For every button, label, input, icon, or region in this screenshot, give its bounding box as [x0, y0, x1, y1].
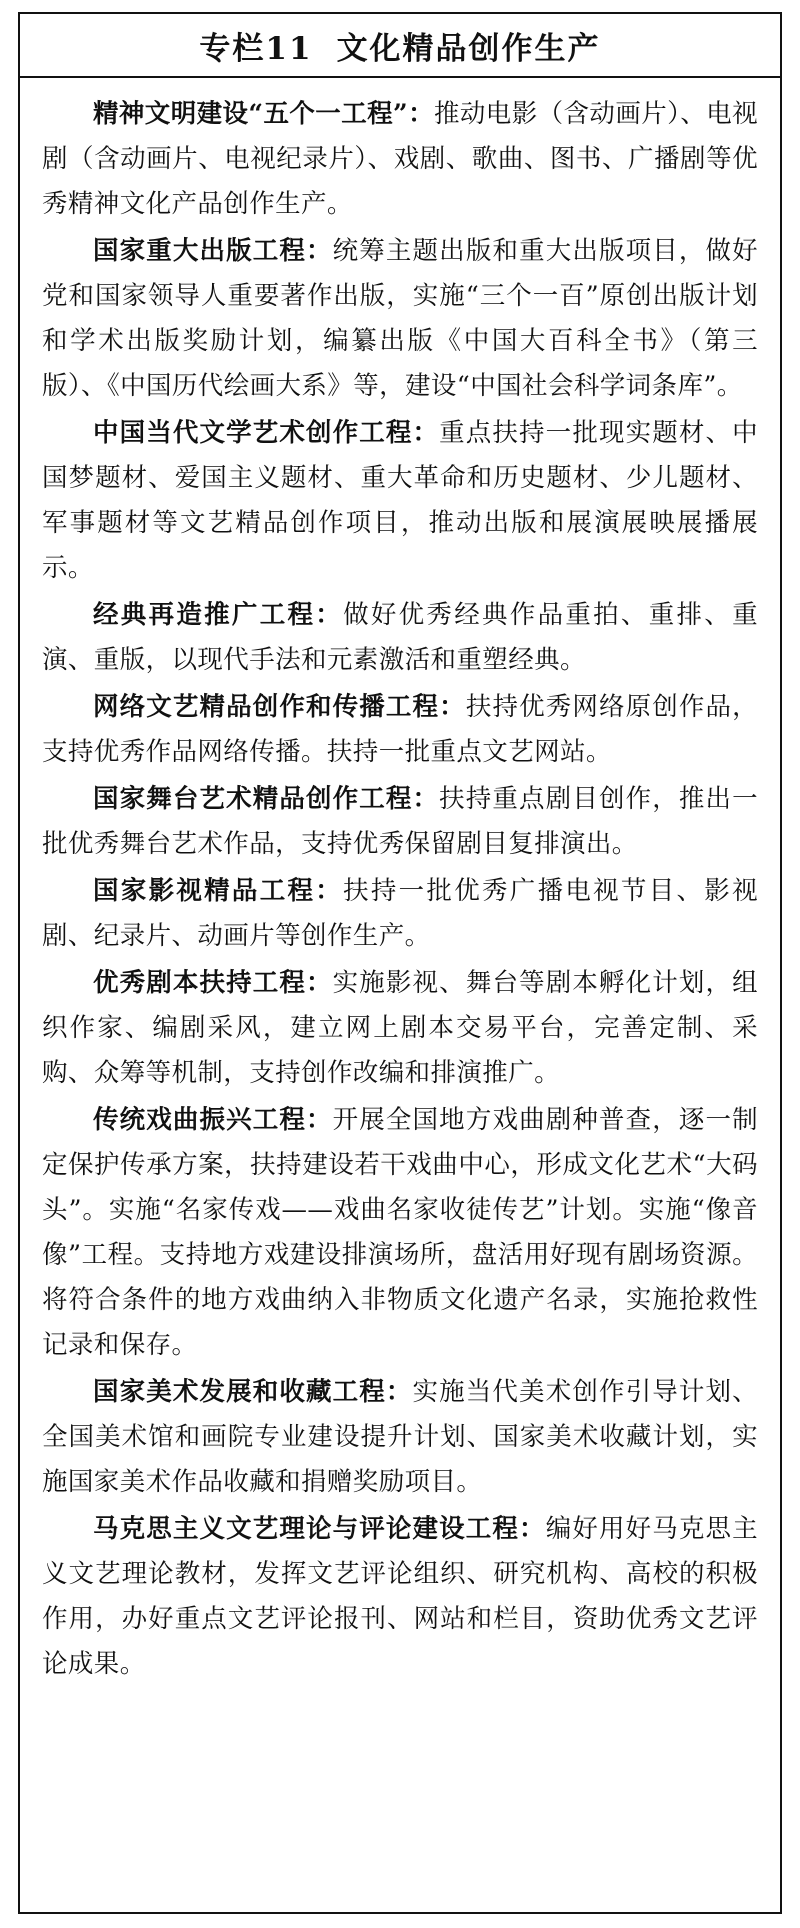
paragraph-body: 扶持重点剧目创作，推出一批优秀舞台艺术作品，支持优秀保留剧目复排演出。	[42, 784, 758, 859]
paragraph	[42, 92, 758, 227]
paragraph-lead: 马克思主义文艺理论与评论建设工程：	[93, 1514, 546, 1544]
paragraph-body: 做好优秀经典作品重拍、重排、重演、重版，以现代手法和元素激活和重塑经典。	[42, 600, 758, 675]
paragraph	[42, 961, 758, 1096]
paragraph	[42, 777, 758, 867]
paragraph-lead: 中国当代文学艺术创作工程：	[93, 418, 440, 448]
paragraph-lead: 优秀剧本扶持工程：	[93, 968, 333, 998]
box-title	[199, 23, 600, 68]
paragraph	[42, 593, 758, 683]
paragraph	[42, 1098, 758, 1368]
box-title-bar	[20, 14, 780, 78]
paragraph-lead: 国家影视精品工程：	[93, 876, 344, 906]
paragraph-body: 编好用好马克思主义文艺理论教材，发挥文艺评论组织、研究机构、高校的积极作用，办好重点文艺评论报刊、网站和栏目，资助优秀文艺评论成果。	[42, 1514, 758, 1679]
paragraph-lead: 传统戏曲振兴工程：	[93, 1105, 333, 1135]
paragraph	[42, 1507, 758, 1687]
paragraph-body: 扶持一批优秀广播电视节目、影视剧、纪录片、动画片等创作生产。	[42, 876, 758, 951]
paragraph-lead: 精神文明建设“五个一工程”：	[93, 99, 434, 129]
feature-box	[18, 12, 782, 1914]
paragraph-lead: 国家重大出版工程：	[93, 236, 333, 266]
paragraph-lead: 国家美术发展和收藏工程：	[93, 1377, 413, 1407]
paragraph-body: 扶持优秀网络原创作品，支持优秀作品网络传播。扶持一批重点文艺网站。	[42, 692, 758, 767]
paragraph-lead: 国家舞台艺术精品创作工程：	[93, 784, 440, 814]
box-title-name: 文化精品创作生产	[336, 30, 601, 67]
box-content	[20, 78, 780, 1699]
paragraph	[42, 411, 758, 591]
paragraph-body: 统筹主题出版和重大出版项目，做好党和国家领导人重要著作出版，实施“三个一百”原创出版计划和学术出版奖励计划，编纂出版《中国大百科全书》（第三版）、《中国历代绘画大系》等，建设“中国社会科学词条库”。	[42, 236, 759, 401]
paragraph	[42, 229, 758, 409]
box-title-label: 专栏11	[199, 30, 313, 67]
paragraph-body: 推动电影（含动画片）、电视剧（含动画片、电视纪录片）、戏剧、歌曲、图书、广播剧等优秀精神文化产品创作生产。	[42, 99, 759, 219]
paragraph-body: 实施当代美术创作引导计划、全国美术馆和画院专业建设提升计划、国家美术收藏计划，实施国家美术作品收藏和捐赠奖励项目。	[42, 1377, 758, 1497]
paragraph-lead: 经典再造推广工程：	[93, 600, 344, 630]
paragraph-lead: 网络文艺精品创作和传播工程：	[93, 692, 466, 722]
paragraph-body: 重点扶持一批现实题材、中国梦题材、爱国主义题材、重大革命和历史题材、少儿题材、军事题材等文艺精品创作项目，推动出版和展演展映展播展示。	[42, 418, 758, 583]
paragraph	[42, 1370, 758, 1505]
paragraph	[42, 685, 758, 775]
paragraph-body: 开展全国地方戏曲剧种普查，逐一制定保护传承方案，扶持建设若干戏曲中心，形成文化艺术“大码头”。实施“名家传戏——戏曲名家收徒传艺”计划。实施“像音像”工程。支持地方戏建设排演场所，盘活用好现有剧场资源。将符合条件的地方戏曲纳入非物质文化遗产名录，实施抢救性记录和保存。	[42, 1105, 759, 1360]
paragraph	[42, 869, 758, 959]
paragraph-body: 实施影视、舞台等剧本孵化计划，组织作家、编剧采风，建立网上剧本交易平台，完善定制、采购、众筹等机制，支持创作改编和排演推广。	[42, 968, 759, 1088]
